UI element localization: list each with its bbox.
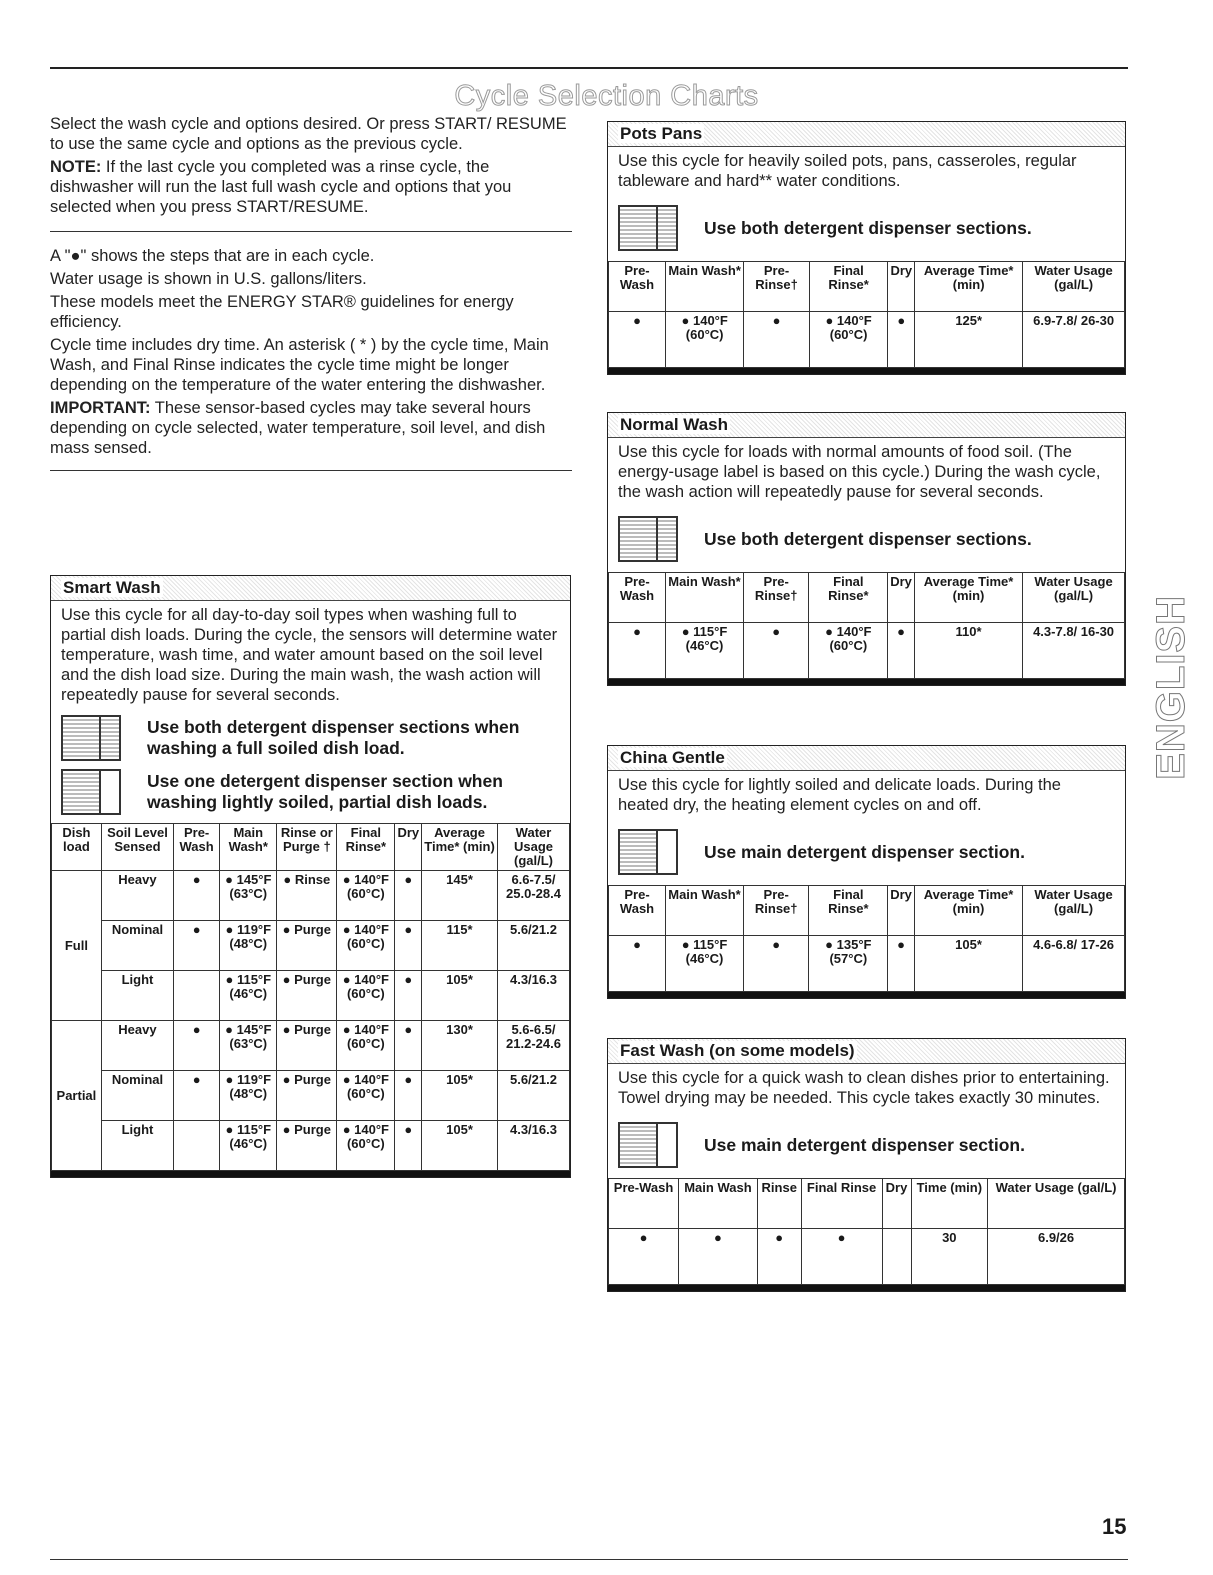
table-cell: ● Purge [277,921,337,971]
pots-pans-title: Pots Pans [608,122,1125,147]
table-header-cell: Pre-Rinse† [743,573,808,623]
pots-pans-detergent [608,197,1125,261]
table-header-cell: Pre-Wash [609,886,666,936]
table-cell: ● Purge [277,1071,337,1121]
table-cell: ● [395,971,422,1021]
table-row [609,312,1125,368]
table-cell: 6.9-7.8/ 26-30 [1023,312,1125,368]
table-cell: ● [174,921,220,971]
table-cell: Light [101,1121,173,1171]
table-cell: ● Rinse [277,871,337,921]
table-cell: 130* [422,1021,498,1071]
fast-wash-desc: Use this cycle for a quick wash to clean dishes prior to entertaining. Towel drying may be needed. This cycle takes exactly 30 minutes. [618,1069,1110,1107]
table-cell [174,971,220,1021]
table-header-cell: Pre-Wash [609,262,666,312]
table-bottom-bar [51,1171,570,1177]
table-header-cell: Average Time* (min) [914,886,1022,936]
smart-wash-detergent-one [51,765,570,823]
table-cell: 125* [915,312,1023,368]
table-header-cell: Water Usage (gal/L) [497,824,569,871]
table-cell: Nominal [101,1071,173,1121]
table-cell: 105* [422,971,498,1021]
page-number: 15 [1102,1514,1127,1539]
detergent-dispenser-both-icon [61,715,121,761]
page-title: Cycle Selection Charts [454,80,759,112]
table-cell: ● [744,312,809,368]
table-header-cell: Dry [888,573,915,623]
table-cell: ● [609,312,666,368]
table-cell: ● [174,871,220,921]
table-bottom-bar [608,1285,1125,1291]
table-cell: ● 140°F (60°C) [337,1121,395,1171]
table-cell: 105* [422,1121,498,1171]
detergent-note: Use both detergent dispenser sections. [704,217,1032,238]
table-cell: ● [609,623,666,679]
table-cell: ● [888,623,915,679]
table-cell: ● 140°F (60°C) [337,1071,395,1121]
table-cell: ● Purge [277,1121,337,1171]
table-cell: ● [801,1229,882,1285]
table-cell: 5.6/21.2 [497,1071,569,1121]
table-cell: 5.6-6.5/ 21.2-24.6 [497,1021,569,1071]
table-header-cell: Final Rinse [801,1179,882,1229]
left-column [50,114,572,485]
note-text: If the last cycle you completed was a rinse cycle, the dishwasher will run the last full wash cycle and options that you selected when you press START/RESUME. [50,158,512,216]
table-cell: 30 [911,1229,988,1285]
table-row [52,1121,570,1171]
table-header-cell: Pre-Rinse† [743,886,808,936]
normal-wash-desc: Use this cycle for loads with normal amounts of food soil. (The energy-usage label is based on this cycle.) During the wash cycle, the wash action will repeatedly pause for several seconds. [618,443,1101,501]
important-label: IMPORTANT: [50,399,151,417]
table-cell: ● 140°F (60°C) [337,971,395,1021]
table-cell: 4.3/16.3 [497,1121,569,1171]
fast-wash-title: Fast Wash (on some models) [608,1039,1125,1064]
smart-wash-table [51,823,570,1171]
table-header-cell: Water Usage (gal/L) [1023,886,1125,936]
table-cell: ● [609,936,666,992]
table-header-cell: Average Time* (min) [914,573,1022,623]
normal-wash-title: Normal Wash [608,413,1125,438]
important-text: These sensor-based cycles may take several hours depending on cycle selected, water temperature, soil level, and dish mass sensed. [50,399,546,457]
table-cell: ● [395,1021,422,1071]
table-row [52,921,570,971]
table-header-cell: Water Usage (gal/L) [988,1179,1125,1229]
table-cell: ● 115°F (46°C) [220,971,277,1021]
intro [50,114,572,471]
table-cell: ● 115°F (46°C) [666,936,744,992]
table-cell: ● [743,936,808,992]
table-header-cell: Main Wash [679,1179,758,1229]
detergent-dispenser-both-icon [618,205,678,251]
table-cell: ● 119°F (48°C) [220,1071,277,1121]
table-cell: ● 145°F (63°C) [220,871,277,921]
table-header-cell: Dry [888,886,915,936]
table-cell: 145* [422,871,498,921]
top-rule [50,67,1128,69]
detergent-dispenser-both-icon [618,516,678,562]
table-cell: Heavy [101,1021,173,1071]
normal-wash-detergent [608,508,1125,572]
table-cell: 4.3-7.8/ 16-30 [1023,623,1125,679]
detergent-note: Use both detergent dispenser sections. [704,528,1032,549]
table-row [52,871,570,921]
table-header-cell: Water Usage (gal/L) [1023,262,1125,312]
table-cell: ● Purge [277,1021,337,1071]
table-cell: ● 140°F (60°C) [337,871,395,921]
language-side-label: ENGLISH [1148,595,1193,780]
table-cell: 4.3/16.3 [497,971,569,1021]
table-cell: 5.6/21.2 [497,921,569,971]
detergent-note: Use main detergent dispenser section. [704,1134,1025,1155]
bottom-rule [50,1559,1128,1560]
china-gentle-box [607,745,1126,999]
table-header-cell: Main Wash* [666,886,744,936]
detergent-note: Use main detergent dispenser section. [704,841,1025,862]
table-cell: ● [679,1229,758,1285]
table-cell: Nominal [101,921,173,971]
table-header-cell: Rinse or Purge † [277,824,337,871]
normal-wash-box [607,412,1126,686]
note-label: NOTE: [50,158,102,176]
table-cell: ● 140°F (60°C) [809,623,888,679]
table-cell: ● 140°F (60°C) [809,312,888,368]
table-cell: 115* [422,921,498,971]
table-header-row [609,1179,1125,1229]
table-cell: ● [609,1229,679,1285]
table-row [52,1071,570,1121]
table-header-cell: Dry [395,824,422,871]
table-cell: ● 140°F (60°C) [337,1021,395,1071]
table-cell: 105* [914,936,1022,992]
fast-wash-table [608,1178,1125,1285]
table-cell: ● [395,921,422,971]
pots-pans-box [607,121,1126,375]
table-cell: ● [888,312,915,368]
table-header-row [609,573,1125,623]
intro-note [50,157,572,217]
table-bottom-bar [608,679,1125,685]
divider [50,231,572,232]
table-cell [174,1121,220,1171]
table-cell: ● Purge [277,971,337,1021]
detergent-dispenser-main-icon [618,1122,678,1168]
table-cell: ● [395,1071,422,1121]
table-row [52,971,570,1021]
smart-wash-detergent-both [51,711,570,765]
intro-p5: Cycle time includes dry time. An asterisk ( * ) by the cycle time, Main Wash, and Final Rinse indicates the cycle time might be longer depending on the temperature of the water entering the dishwasher. [50,336,549,394]
table-header-cell: Final Rinse* [809,262,888,312]
table-header-cell: Final Rinse* [809,886,888,936]
china-gentle-table [608,885,1125,992]
intro-p3: Water usage is shown in U.S. gallons/liters. [50,270,367,288]
table-cell: 110* [914,623,1022,679]
table-header-cell: Average Time* (min) [915,262,1023,312]
table-header-cell: Pre-Wash [174,824,220,871]
pots-pans-table [608,261,1125,368]
divider [50,470,572,471]
table-cell: ● [743,623,808,679]
table-cell: 6.6-7.5/ 25.0-28.4 [497,871,569,921]
china-gentle-detergent [608,821,1125,885]
table-header-row [609,262,1125,312]
intro-p2: A "●" shows the steps that are in each cycle. [50,247,375,265]
smart-wash-box [50,575,571,1178]
table-cell: ● 119°F (48°C) [220,921,277,971]
table-cell: 4.6-6.8/ 17-26 [1023,936,1125,992]
table-header-cell: Dish load [52,824,102,871]
table-cell: ● [395,1121,422,1171]
table-header-cell: Final Rinse* [337,824,395,871]
table-header-cell: Time (min) [911,1179,988,1229]
fast-wash-box [607,1038,1126,1292]
table-cell: ● 140°F (60°C) [666,312,744,368]
table-header-cell: Dry [888,262,915,312]
table-cell: ● 140°F (60°C) [337,921,395,971]
table-cell: ● [174,1021,220,1071]
table-header-cell: Pre-Rinse† [744,262,809,312]
dish-load-cell: Full [52,871,102,1021]
table-row [52,1021,570,1071]
intro-p1: Select the wash cycle and options desired. Or press START/ RESUME to use the same cycle and options as the previous cycle. [50,115,567,153]
detergent-dispenser-one-icon [61,769,121,815]
table-cell: ● [174,1071,220,1121]
table-header-cell: Soil Level Sensed [101,824,173,871]
table-cell: ● 115°F (46°C) [220,1121,277,1171]
detergent-dispenser-main-icon [618,829,678,875]
table-header-cell: Main Wash* [220,824,277,871]
table-header-cell: Pre-Wash [609,1179,679,1229]
table-cell: 6.9/26 [988,1229,1125,1285]
smart-wash-title: Smart Wash [51,576,570,601]
table-header-cell: Main Wash* [666,573,744,623]
table-row [609,623,1125,679]
table-cell: Heavy [101,871,173,921]
dish-load-cell: Partial [52,1021,102,1171]
table-bottom-bar [608,368,1125,374]
smart-wash-desc: Use this cycle for all day-to-day soil types when washing full to partial dish loads. During the cycle, the sensors will determine water temperature, wash time, and water amount based on the soil level and the dish load size. During the main wash, the wash action will repeatedly pause for several seconds. [61,606,558,704]
table-cell [882,1229,911,1285]
table-cell: ● [888,936,915,992]
normal-wash-table [608,572,1125,679]
table-header-row [609,886,1125,936]
table-header-cell: Water Usage (gal/L) [1023,573,1125,623]
table-header-cell: Average Time* (min) [422,824,498,871]
table-cell: 105* [422,1071,498,1121]
table-header-cell: Final Rinse* [809,573,888,623]
table-header-cell: Dry [882,1179,911,1229]
detergent-note: Use both detergent dispenser sections when washing a full soiled dish load. [147,717,520,758]
table-bottom-bar [608,992,1125,998]
table-header-cell: Rinse [757,1179,801,1229]
table-cell: ● [757,1229,801,1285]
table-cell: ● 145°F (63°C) [220,1021,277,1071]
detergent-note: Use one detergent dispenser section when washing lightly soiled, partial dish loads. [147,771,503,812]
table-cell: Light [101,971,173,1021]
china-gentle-title: China Gentle [608,746,1125,771]
table-cell: ● 135°F (57°C) [809,936,888,992]
intro-important [50,398,572,458]
table-header-cell: Pre-Wash [609,573,666,623]
pots-pans-desc: Use this cycle for heavily soiled pots, pans, casseroles, regular tableware and hard** water conditions. [618,152,1077,190]
table-row [609,936,1125,992]
intro-p4: These models meet the ENERGY STAR® guidelines for energy efficiency. [50,293,514,331]
fast-wash-detergent [608,1114,1125,1178]
table-header-cell: Main Wash* [666,262,744,312]
table-cell: ● 115°F (46°C) [666,623,744,679]
table-row [609,1229,1125,1285]
table-cell: ● [395,871,422,921]
china-gentle-desc: Use this cycle for lightly soiled and delicate loads. During the heated dry, the heating element cycles on and off. [618,776,1061,814]
